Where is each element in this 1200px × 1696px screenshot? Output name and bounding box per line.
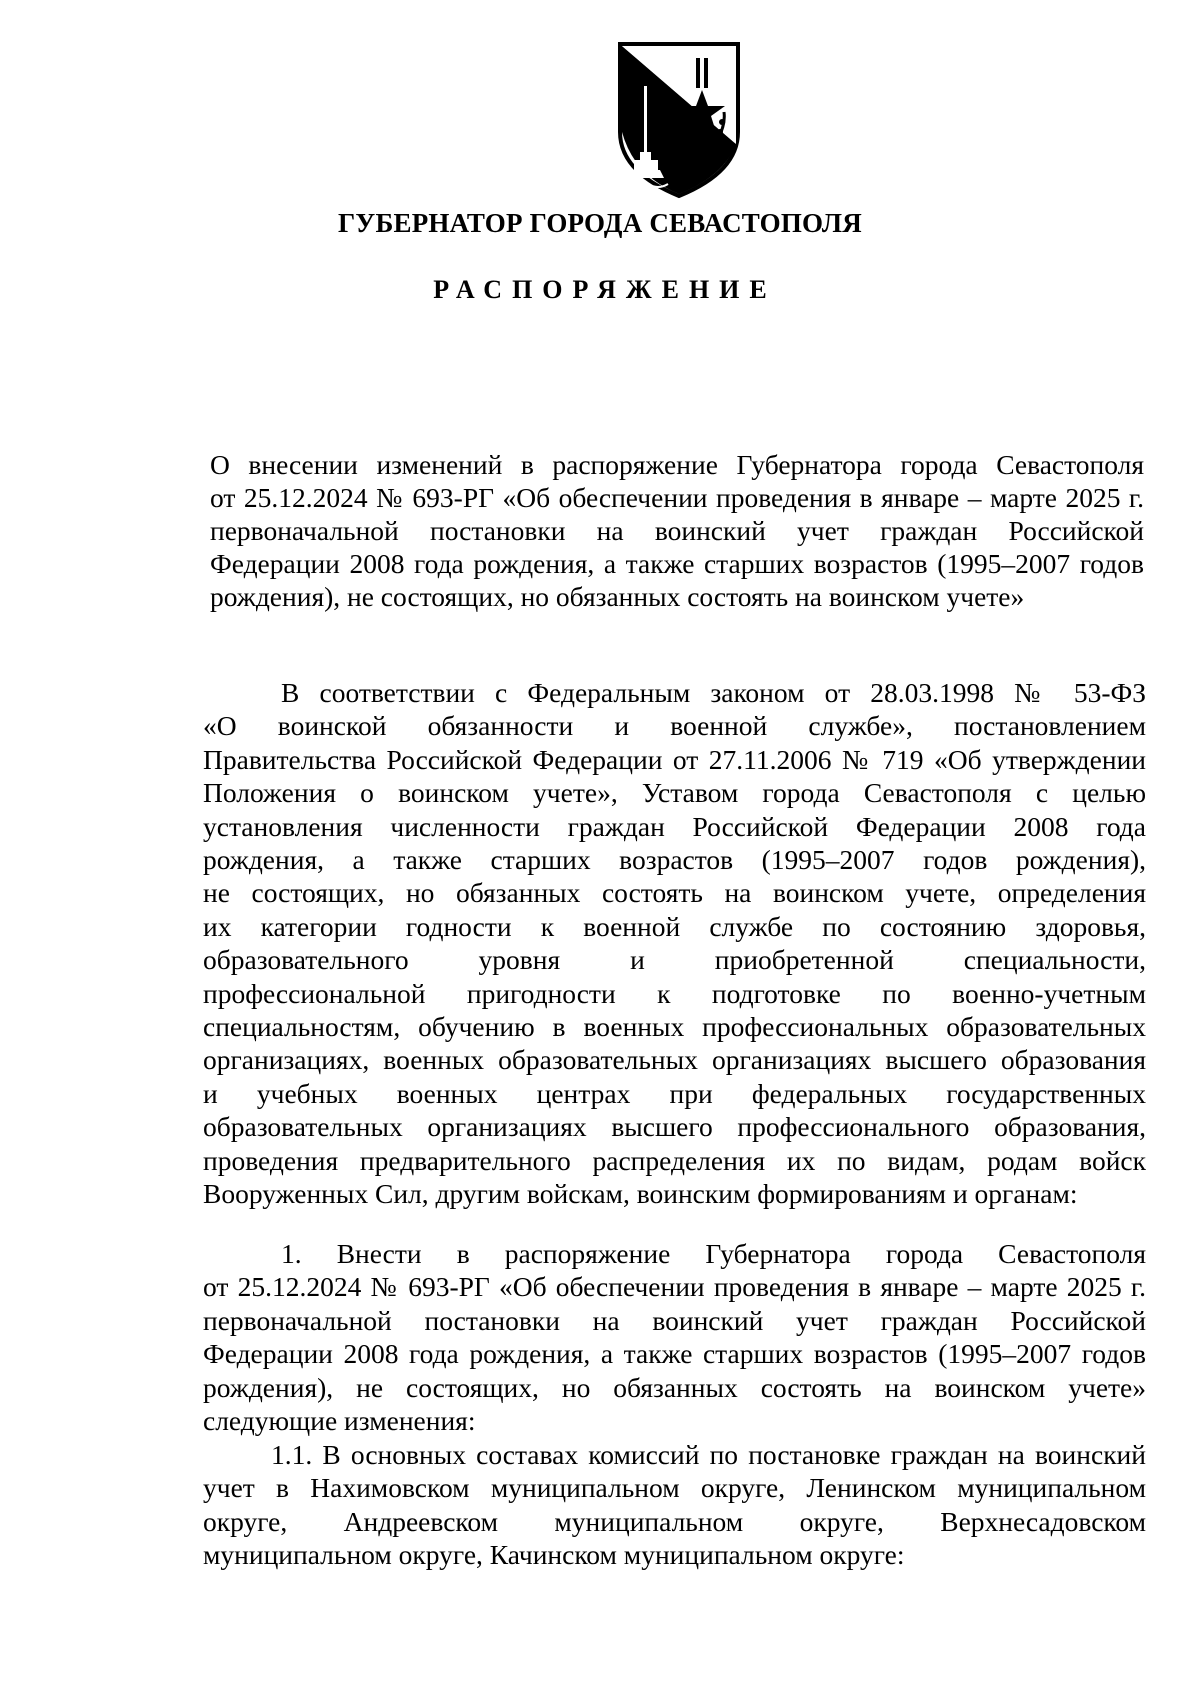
paragraph-line: организациях, военных образовательных организациях высшего образования [203,1044,1146,1076]
paragraph-line: рождения), не состоящих, но обязанных состоять на воинском учете» [203,1371,1146,1403]
paragraph-line: профессиональной пригодности к подготовке по военно-учетным [203,977,1146,1009]
item-1-paragraph [203,1237,1146,1437]
paragraph-line: первоначальной постановки на воинский учет граждан Российской [203,1304,1146,1336]
paragraph-line: Правительства Российской Федерации от 27.11.2006 № 719 «Об утверждении [203,743,1146,775]
issuing-authority: ГУБЕРНАТОР ГОРОДА СЕВАСТОПОЛЯ [338,208,862,238]
document-subject [210,448,1144,613]
paragraph-line: 1.1. В основных составах комиссий по постановке граждан на воинский [271,1439,1146,1470]
item-1-1-paragraph [203,1438,1146,1572]
paragraph-line: Федерации 2008 года рождения, а также старших возрастов (1995–2007 годов [203,1338,1146,1370]
subject-line: от 25.12.2024 № 693-РГ «Об обеспечении проведения в январе – марте 2025 г. [210,482,1144,513]
paragraph-line: «О воинской обязанности и военной службе», постановлением [203,710,1146,742]
subject-line: рождения), не состоящих, но обязанных состоять на воинском учете» [210,581,1025,612]
paragraph-line: не состоящих, но обязанных состоять на воинском учете, определения [203,877,1146,909]
paragraph-line: образовательного уровня и приобретенной специальности, [203,944,1146,976]
document-type-title: РАСПОРЯЖЕНИЕ [433,275,777,304]
paragraph-line: специальностям, обучению в военных профессиональных образовательных [203,1011,1146,1043]
subject-line: Федерации 2008 года рождения, а также старших возрастов (1995–2007 годов [210,548,1144,579]
paragraph-line: муниципальном округе, Качинском муниципальном округе: [203,1539,905,1571]
preamble-paragraph [203,676,1146,1211]
paragraph-line: следующие изменения: [203,1405,476,1437]
paragraph-line: установления численности граждан Российской Федерации 2008 года [203,810,1146,842]
paragraph-line: Вооруженных Сил, другим войскам, воинским формированиям и органам: [203,1178,1078,1210]
paragraph-line: от 25.12.2024 № 693-РГ «Об обеспечении проведения в январе – марте 2025 г. [203,1271,1146,1303]
paragraph-line: рождения, а также старших возрастов (1995–2007 годов рождения), [203,844,1146,876]
paragraph-line: округе, Андреевском муниципальном округе, Верхнесадовском [203,1505,1146,1537]
paragraph-line: учет в Нахимовском муниципальном округе, Ленинском муниципальном [203,1472,1146,1504]
paragraph-line: Положения о воинском учете», Уставом города Севастополя с целью [203,777,1146,809]
paragraph-line: и учебных военных центрах при федеральных государственных [203,1077,1146,1109]
paragraph-line: их категории годности к военной службе по состоянию здоровья, [203,910,1146,942]
paragraph-line: В соответствии с Федеральным законом от 28.03.1998 № 53-ФЗ [281,677,1146,708]
sevastopol-coat-of-arms-icon [614,40,744,200]
subject-line: первоначальной постановки на воинский учет граждан Российской [210,515,1144,546]
paragraph-line: 1. Внести в распоряжение Губернатора города Севастополя [281,1238,1146,1269]
paragraph-line: образовательных организациях высшего профессионального образования, [203,1111,1146,1143]
subject-line: О внесении изменений в распоряжение Губернатора города Севастополя [210,449,1144,480]
paragraph-line: проведения предварительного распределения их по видам, родам войск [203,1144,1146,1176]
